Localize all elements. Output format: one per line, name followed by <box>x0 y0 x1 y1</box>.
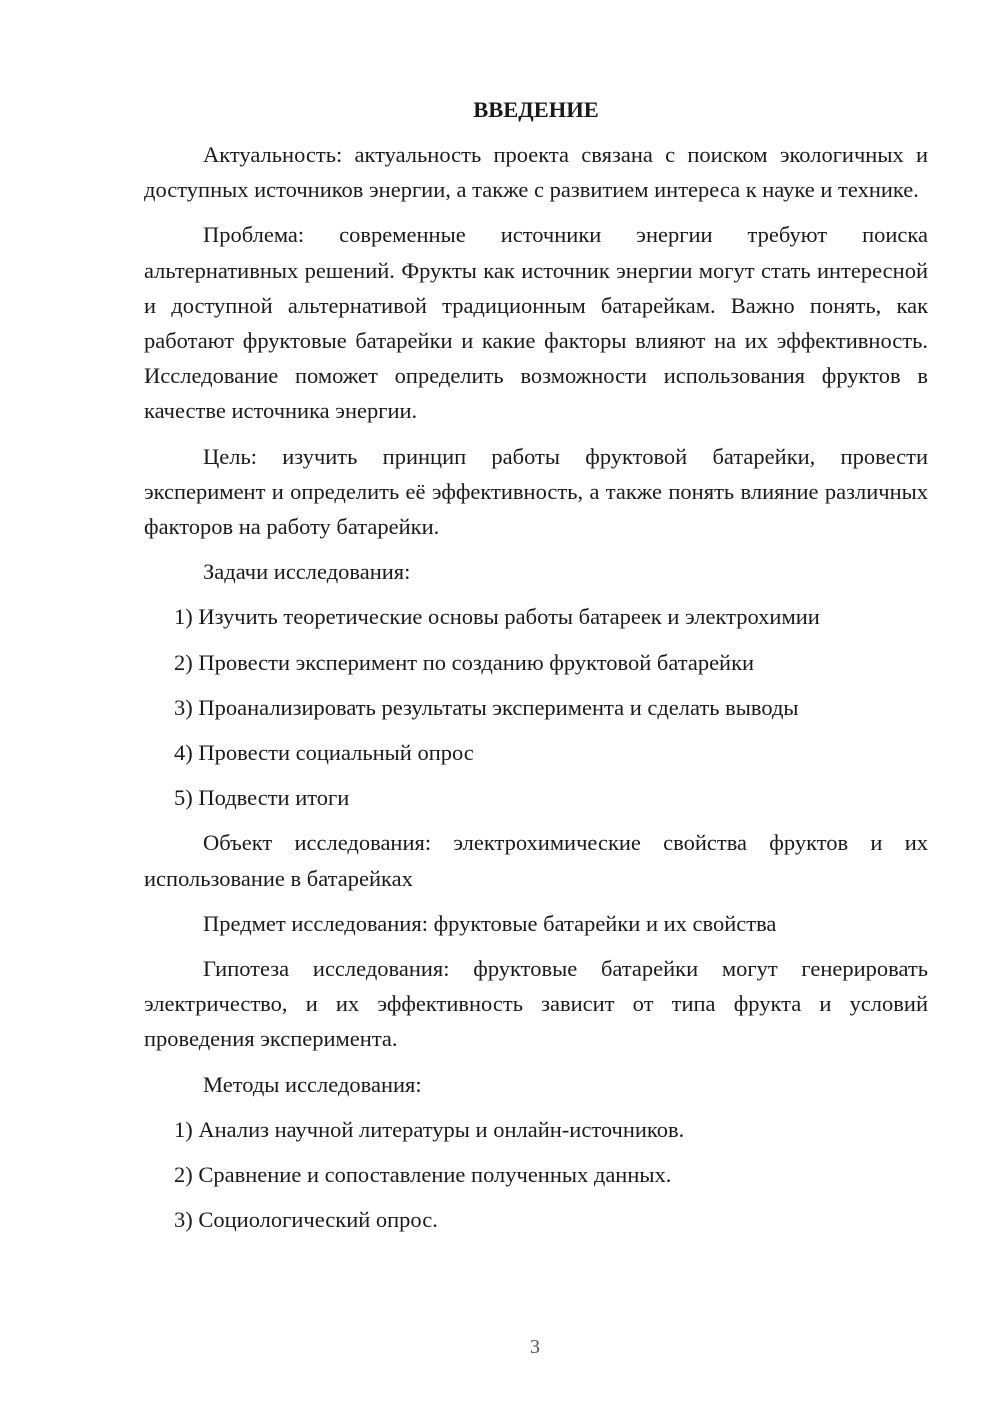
list-item: 2) Сравнение и сопоставление полученных данных. <box>174 1162 672 1188</box>
page-title: ВВЕДЕНИЕ <box>473 97 599 122</box>
object-paragraph: Объект исследования: электрохимические свойства фруктов и их использование в батарейках <box>144 830 928 891</box>
list-item: 1) Изучить теоретические основы работы батареек и электрохимии <box>174 604 820 630</box>
methods-list <box>144 1112 928 1238</box>
page-number: 3 <box>530 1336 540 1358</box>
list-item: 1) Анализ научной литературы и онлайн-источников. <box>174 1116 685 1142</box>
goal-paragraph: Цель: изучить принцип работы фруктовой батарейки, провести эксперимент и определить её эффективность, а также понять влияние различных факторов на работу батарейки. <box>144 443 928 540</box>
document-body <box>144 92 928 1247</box>
methods-title: Методы исследования: <box>203 1071 422 1097</box>
list-item: 2) Провести эксперимент по созданию фруктовой батарейки <box>174 649 755 675</box>
list-item: 4) Провести социальный опрос <box>174 740 474 766</box>
tasks-list <box>144 599 928 815</box>
subject-paragraph: Предмет исследования: фруктовые батарейки и их свойства <box>203 910 777 936</box>
list-item: 3) Социологический опрос. <box>174 1207 438 1233</box>
list-item: 3) Проанализировать результаты эксперимента и сделать выводы <box>174 694 799 720</box>
list-item: 5) Подвести итоги <box>174 785 350 811</box>
hypothesis-paragraph: Гипотеза исследования: фруктовые батарейки могут генерировать электричество, и их эффективность зависит от типа фрукта и условий проведения эксперимента. <box>144 956 928 1052</box>
tasks-title: Задачи исследования: <box>203 559 411 585</box>
relevance-paragraph: Актуальность: актуальность проекта связана с поиском экологичных и доступных источников энергии, а также с развитием интереса к науке и технике. <box>144 142 928 203</box>
problem-paragraph: Проблема: современные источники энергии требуют поиска альтернативных решений. Фрукты как источник энергии могут стать интересной и доступной альтернативой традиционным батарейкам. Важно понять, как работают фруктовые батарейки и какие факторы влияют на их эффективность. Исследование поможет определить возможности использования фруктов в качестве источника энергии. <box>144 222 928 424</box>
